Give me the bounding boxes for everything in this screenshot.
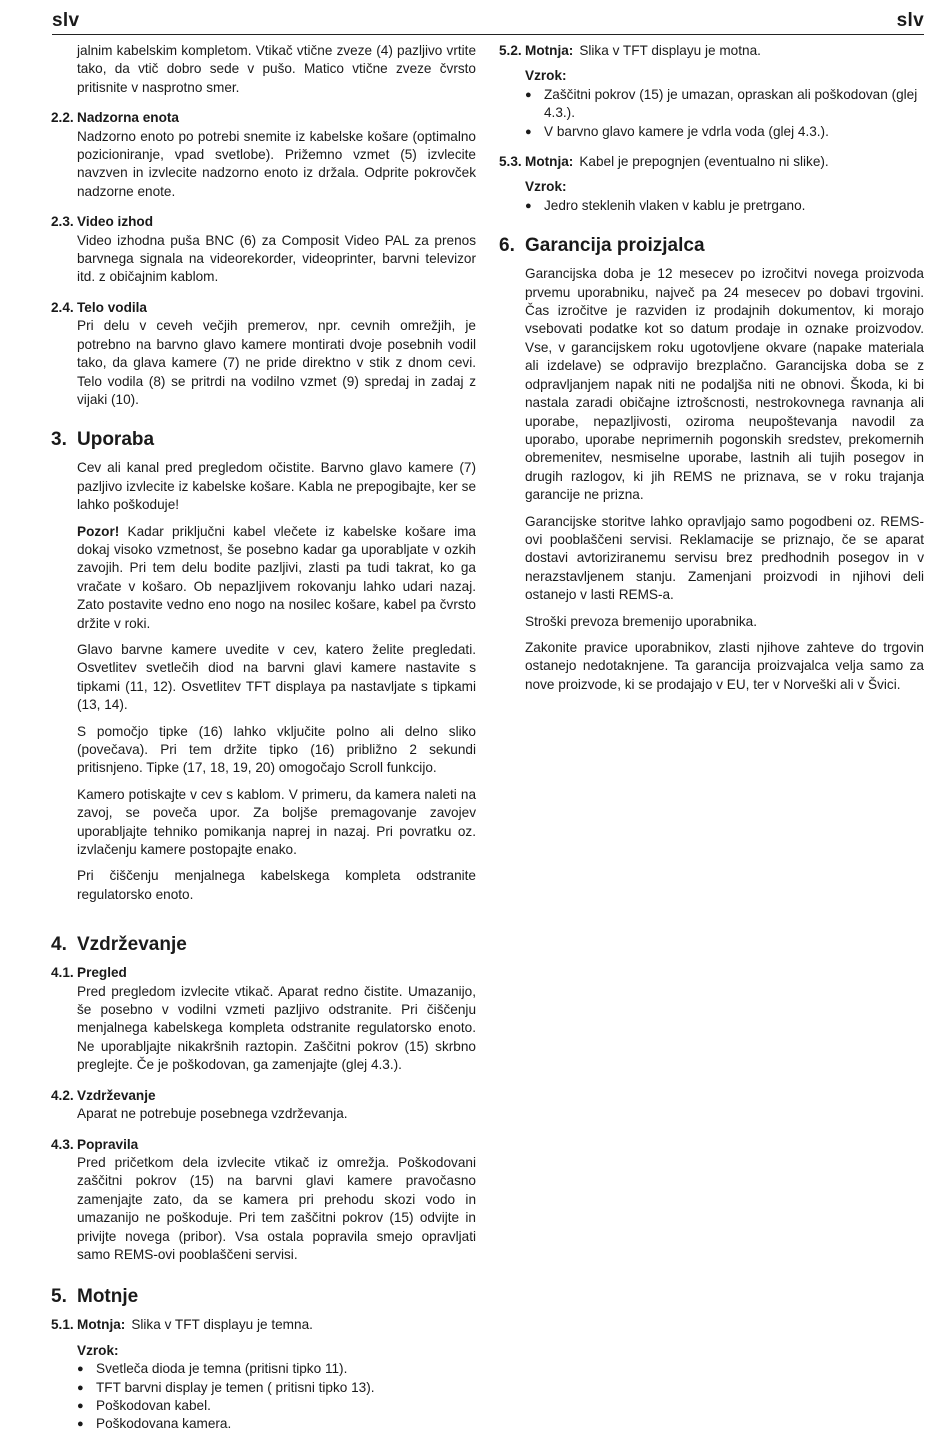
trouble-text: Slika v TFT displayu je temna. [131, 1317, 313, 1333]
section-number: 5. [51, 1286, 67, 1308]
trouble-label: Motnja: [525, 154, 574, 170]
subsection-title: Nadzorna enota [77, 110, 179, 126]
warranty-paragraph: Stroški prevoza bremenijo uporabnika. [525, 613, 757, 629]
list-item: ● Poškodovana kamera. [77, 1415, 476, 1433]
section-4 [51, 934, 476, 1264]
subsection-title: Popravila [77, 1136, 139, 1152]
warranty-paragraph: Garancijske storitve lahko opravljajo samo pogodbeni oz. REMS-ovi pooblaščeni servisi. Reklamacije se priznajo, če se aparat dostavi avtoriziranemu servisu brez predhodnih posegov in v nerazstavljenem stanju. Zamenjani proizvodi in njihovi deli ostanejo v lasti REMS-a. [525, 513, 924, 603]
cause-list [499, 86, 924, 141]
trouble-5-1 [51, 1316, 476, 1433]
usage-paragraph: Kamero potiskajte v cev s kablom. V primeru, da kamera naleti na zavoj, se poveča upor. Za boljše premagovanje zavojev uporabljajte tehniko pomikanja naprej in nazaj. Pri povratku oz. izvlačenju kamere postopajte enako. [77, 786, 476, 858]
cause-label: Vzrok: [525, 68, 567, 84]
language-code-left: slv [52, 10, 80, 31]
list-item: ● Svetleča dioda je temna (pritisni tipko 11). [77, 1360, 476, 1378]
section-number: 6. [499, 235, 515, 257]
section-6 [499, 235, 924, 694]
section-4-1 [51, 964, 476, 1074]
section-number: 3. [51, 429, 67, 451]
usage-paragraph: Pri čiščenju menjalnega kabelskega kompleta odstranite regulatorsko enoto. [77, 868, 476, 902]
language-code-right: slv [896, 10, 924, 31]
trouble-text: Kabel je prepognjen (eventualno ni slike). [579, 154, 829, 170]
section-title: Motnje [77, 1286, 139, 1308]
cause-list [499, 197, 924, 215]
subsection-number: 4.3. [51, 1136, 74, 1152]
subsection-text: Aparat ne potrebuje posebnega vzdrževanja. [77, 1106, 348, 1122]
usage-paragraph: Glavo barvne kamere uvedite v cev, katero želite pregledati. Osvetlitev svetlečih diod na barvni glavi kamere nastavite s tipkami (11, 12). Osvetlitev TFT displaya pa nastavljate s tipkami (13, 14). [77, 641, 476, 713]
section-heading [51, 934, 476, 956]
right-column [499, 42, 924, 694]
bullet-icon: ● [77, 1381, 84, 1394]
bullet-icon: ● [525, 125, 532, 138]
subsection-text: Pri delu v ceveh večjih premerov, npr. cevnih omrežjih, je potrebno na barvno glavo kamere montirati dvoje posebnih vodil tako, da glava kamere (7) ne pride direktno v stik z dnom cevi. Telo vodila (8) se pritrdi na vodilno vzmet (9) spredaj in zadaj z vijaki (10). [77, 318, 476, 407]
trouble-text: Slika v TFT displayu je motna. [579, 43, 761, 58]
trouble-label: Motnja: [77, 1317, 126, 1333]
warning-label: Pozor! [77, 523, 120, 539]
subsection-number: 2.4. [51, 299, 74, 315]
list-item: ● V barvno glavo kamere je vdrla voda (glej 4.3.). [525, 123, 924, 141]
subsection-title: Telo vodila [77, 299, 147, 315]
subsection-number: 4.1. [51, 965, 74, 981]
trouble-5-3 [499, 153, 924, 215]
list-item: ● Poškodovan kabel. [77, 1397, 476, 1415]
section-heading [51, 1286, 476, 1308]
cause-label: Vzrok: [525, 179, 567, 195]
warning-text: Kadar priključni kabel vlečete iz kabelske košare ima dokaj visoko vzmetnost, še posebno kadar ga uporabljate v ozkih zavojih. Pri tem delu bodite pazljivi, zlasti pa tudi takrat, ko ga vračate v košaro. Ob nepazljivem rokovanju lahko udari nazaj. Zato postavite vedno eno nogo na nosilec košare, kabel pa čvrsto držite v roki. [77, 523, 476, 631]
trouble-number: 5.1. [51, 1317, 74, 1333]
section-4-2 [51, 1087, 476, 1124]
bullet-icon: ● [77, 1399, 84, 1412]
trouble-5-2 [499, 42, 924, 141]
list-item: ● Zaščitni pokrov (15) je umazan, opraskan ali poškodovan (glej 4.3.). [525, 86, 924, 123]
subsection-text: Video izhodna puša BNC (6) za Composit Video PAL za prenos barvnega signala na videorekorder, videoprinter, barvni televizor itd. z običajnim kablom. [77, 232, 476, 285]
subsection-title: Video izhod [77, 214, 154, 230]
subsection-number: 4.2. [51, 1087, 74, 1103]
subsection-text: Pred pričetkom dela izvlecite vtikač iz omrežja. Poškodovani zaščitni pokrov (15) na barvni glavi kamere pravočasno zamenjajte zato, da se kamera pri prehodu skozi vodo in umazanijo ne poškoduje. Pri tem zaščitni pokrov (15) odvijte in privijte novega (pribor). Vsa ostala popravila smejo opravljati samo REMS-ovi pooblaščeni servisi. [77, 1154, 476, 1262]
section-2-3 [51, 213, 476, 287]
list-item: ● TFT barvni display je temen ( pritisni tipko 13). [77, 1379, 476, 1397]
section-2-4 [51, 299, 476, 409]
bullet-icon: ● [525, 88, 532, 101]
subsection-number: 2.3. [51, 214, 74, 230]
list-item: ● Jedro steklenih vlaken v kablu je pretrgano. [525, 197, 924, 215]
section-number: 4. [51, 934, 67, 956]
section-title: Uporaba [77, 429, 155, 451]
section-title: Vzdrževanje [77, 934, 187, 956]
trouble-number: 5.3. [499, 154, 522, 170]
cause-list [51, 1360, 476, 1434]
section-4-3 [51, 1136, 476, 1265]
section-2-2 [51, 109, 476, 201]
section-5 [51, 1286, 476, 1433]
subsection-text: Pred pregledom izvlecite vtikač. Aparat redno čistite. Umazanijo, še posebno v vodilni vzmeti pazljivo odstranite. Pri čiščenju menjalnega kabelskega kompleta odstranite regulatorsko enoto. Ne uporabljajte nikakršnih raztopin. Zaščitni pokrov (15) skrbno preglejte. Če je poškodovan, ga zamenjajte (glej 4.3.). [77, 983, 476, 1073]
bullet-icon: ● [77, 1418, 84, 1431]
section-title: Garancija proizjalca [525, 235, 705, 257]
cause-label: Vzrok: [77, 1342, 119, 1358]
section-heading [51, 429, 476, 451]
intro-paragraph: jalnim kabelskim kompletom. Vtikač vtične zveze (4) pazljivo vrtite tako, da vtič dobro sede v pušo. Matico vtične zveze čvrsto pritisnite v nasprotno smer. [77, 43, 476, 95]
trouble-label: Motnja: [525, 43, 574, 58]
section-heading [499, 235, 924, 257]
warning-paragraph [51, 523, 476, 633]
bullet-icon: ● [525, 199, 532, 212]
section-3 [51, 429, 476, 904]
usage-paragraph: S pomočjo tipke (16) lahko vključite polno ali delno sliko (povečava). Pri tem držite tipko (16) približno 2 sekundi pritisnjeno. Tipke (17, 18, 19, 20) omogočajo Scroll funkcijo. [77, 723, 476, 776]
subsection-title: Vzdrževanje [77, 1087, 156, 1103]
usage-paragraph: Cev ali kanal pred pregledom očistite. Barvno glavo kamere (7) pazljivo izvlecite iz kabelske košare. Kabla ne prepogibajte, ker se lahko poškoduje! [77, 460, 476, 513]
bullet-icon: ● [77, 1363, 84, 1376]
warranty-paragraph: Garancijska doba je 12 mesecev po izročitvi novega proizvoda prvemu uporabniku, največ pa 24 mesecev po dobavi trgovini. Čas izročitve je razviden iz prodajnih dokumentov, ki morajo vsebovati podatke kot so datum prodaje in oznake proizvodov. Vse, v garancijskem roku ugotovljene okvare (napake materiala ali izdelave) se odpravijo brezplačno. Garancijska doba se z odpravljanjem napak niti ne podaljša niti ne obnovi. Škoda, ki bi nastala zaradi običajne iztrošcnosti, nestrokovnega ravnanja ali uporabe, nepazljivosti, oziroma neupoštevanja navodil za uporabo, uporabe neprimernih pogonskih sredstev, prekomernih obremenitev, nesmiselne uporabe, lastnih ali tujih posegov in drugih razlogov, ki jih REMS ne priznava, se v roku trajanja garancije ne prizna. [525, 266, 924, 503]
warranty-paragraph: Zakonite pravice uporabnikov, zlasti njihove zahteve do trgovin ostanejo nedotaknjene. Ta garancija proizvajalca velja samo za nove proizvode, ki se prodajajo v EU, ter v Norveški ali v Švici. [525, 639, 924, 692]
subsection-number: 2.2. [51, 110, 74, 126]
subsection-title: Pregled [77, 965, 127, 981]
subsection-text: Nadzorno enoto po potrebi snemite iz kabelske košare (optimalno pozicioniranje, vpad svetlobe). Prižemno vzmet (5) izvlecite navzven in izvlecite nadzorno enoto iz držala. Odprite pokrovček nadzorne enote. [77, 128, 476, 199]
left-column [51, 42, 476, 1434]
trouble-number: 5.2. [499, 43, 522, 58]
page-header [52, 8, 924, 35]
